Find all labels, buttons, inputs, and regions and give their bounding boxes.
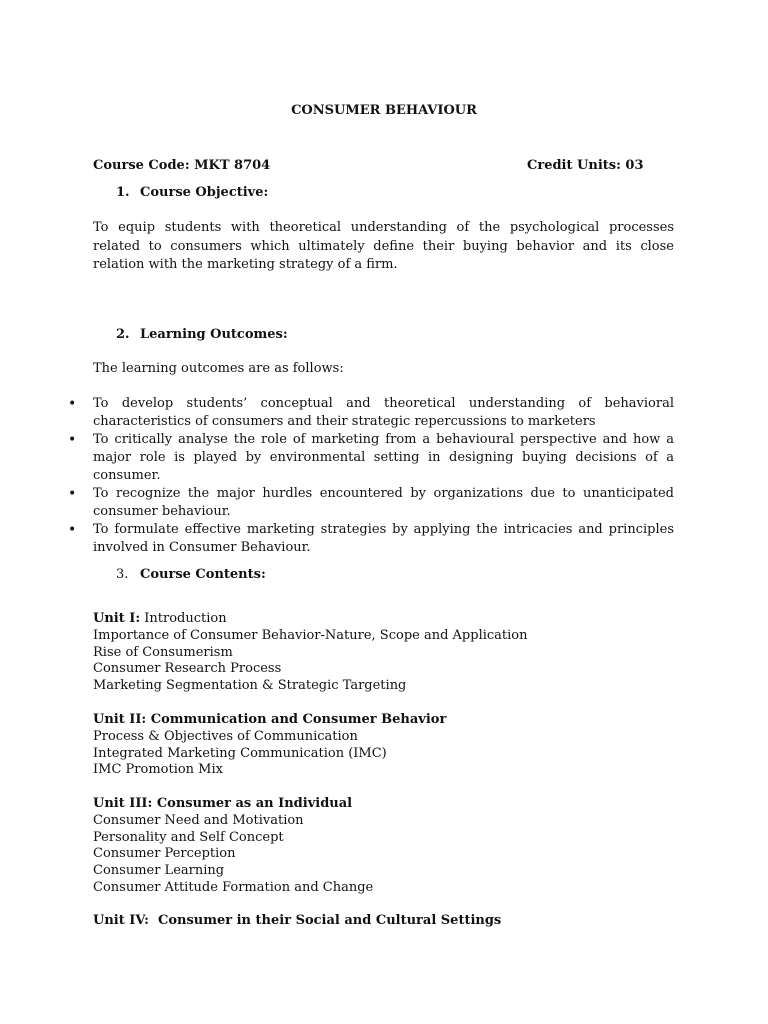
section-title: Learning Outcomes: [140, 327, 288, 342]
unit-heading: Unit IV: Consumer in their Social and Cultural Settings [93, 913, 502, 928]
bullet-icon: • [68, 432, 77, 448]
objective-paragraph: To equip students with theoretical understanding of the psychological processes related to consumers which ultimately define their buying behavior and its close relation with the marketing strategy of a firm. [93, 220, 674, 272]
credit-units: Credit Units: 03 [527, 158, 644, 173]
unit-heading: Unit II: Communication and Consumer Behavior [93, 712, 447, 727]
list-item [68, 485, 674, 521]
unit-topic: Importance of Consumer Behavior-Nature, Scope and Application [93, 627, 528, 643]
section-number: 1. [116, 185, 130, 200]
document-title: CONSUMER BEHAVIOUR [291, 103, 477, 118]
list-item-text: To critically analyse the role of marketing from a behavioural perspective and how a major role is played by environmental setting in designing buying decisions of a consumer. [93, 432, 674, 483]
outcomes-list [68, 395, 674, 557]
unit-topic: Personality and Self Concept [93, 829, 284, 845]
unit-topic: IMC Promotion Mix [93, 762, 223, 778]
bullet-icon: • [68, 486, 77, 502]
unit-heading [93, 611, 528, 628]
unit-topic: Consumer Learning [93, 863, 225, 879]
unit-block-4 [93, 913, 501, 930]
section-title: Course Objective: [140, 185, 269, 200]
bullet-icon: • [68, 396, 77, 412]
unit-topic: Rise of Consumerism [93, 644, 233, 660]
unit-topic: Consumer Attitude Formation and Change [93, 879, 374, 895]
unit-topic: Consumer Perception [93, 846, 236, 862]
bullet-icon: • [68, 522, 77, 538]
list-item [68, 431, 674, 485]
section-heading-outcomes [116, 327, 288, 342]
unit-topic: Consumer Need and Motivation [93, 812, 304, 828]
list-item-text: To formulate effective marketing strategies by applying the intricacies and principles involved in Consumer Behaviour. [93, 522, 674, 555]
list-item-text: To recognize the major hurdles encountered by organizations due to unanticipated consumer behaviour. [93, 486, 674, 519]
unit-block-1 [93, 611, 528, 695]
unit-topic: Marketing Segmentation & Strategic Targeting [93, 678, 407, 694]
unit-block-3 [93, 796, 373, 897]
section-heading-objective [116, 185, 268, 200]
unit-label: Unit I: [93, 611, 141, 626]
unit-topic: Consumer Research Process [93, 661, 282, 677]
section-heading-contents [116, 567, 266, 582]
unit-topic: Process & Objectives of Communication [93, 728, 358, 744]
unit-heading: Unit III: Consumer as an Individual [93, 796, 353, 811]
course-code: Course Code: MKT 8704 [93, 158, 271, 173]
list-item [68, 521, 674, 557]
section-number: 2. [116, 327, 130, 342]
list-item-text: To develop students’ conceptual and theoretical understanding of behavioral characteristics of consumers and their strategic repercussions to marketers [93, 396, 674, 429]
list-item [68, 395, 674, 431]
unit-topic: Integrated Marketing Communication (IMC) [93, 745, 387, 761]
unit-block-2 [93, 712, 446, 779]
outcomes-intro: The learning outcomes are as follows: [93, 361, 344, 376]
unit-title: Introduction [140, 611, 227, 626]
section-title: Course Contents: [140, 567, 266, 582]
section-number: 3. [116, 567, 129, 582]
